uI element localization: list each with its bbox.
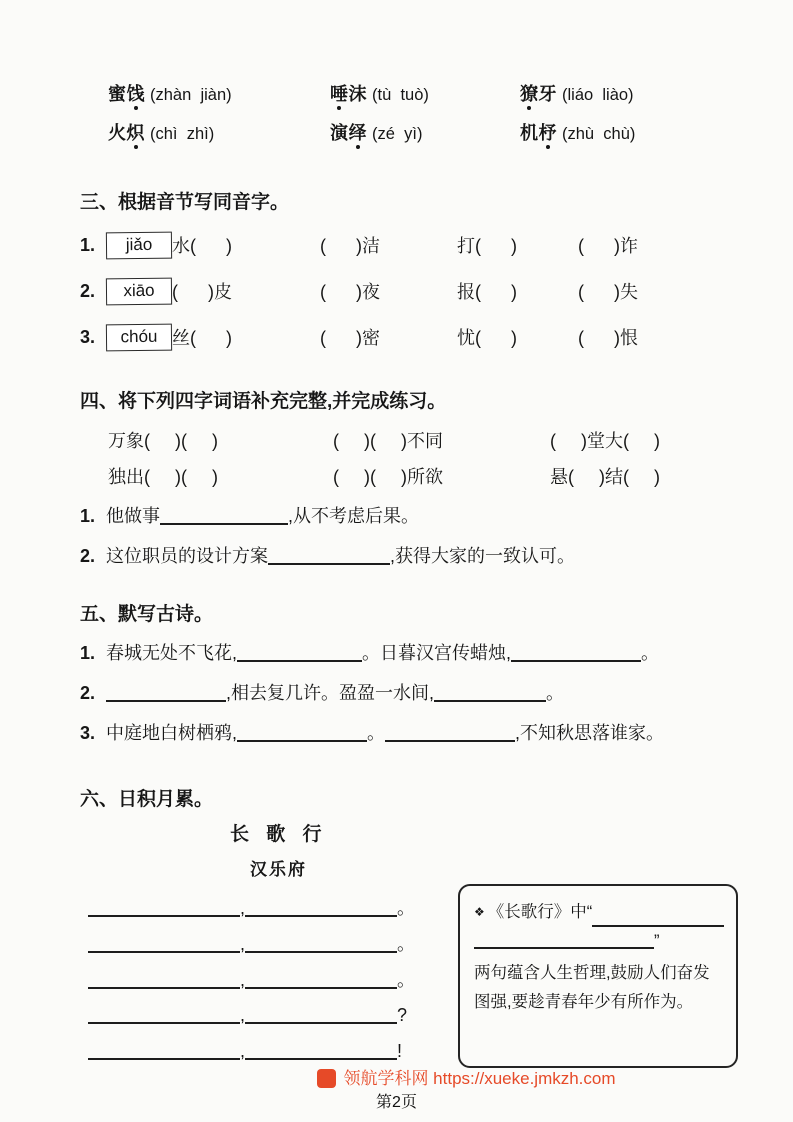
note-line xyxy=(474,927,724,956)
poem-text: 。 xyxy=(546,683,565,703)
item-number: 1. xyxy=(80,643,96,663)
word-text xyxy=(520,123,557,143)
word-text xyxy=(108,123,145,143)
pinyin-options: (liáo liào) xyxy=(562,86,634,104)
word-part: 牙 xyxy=(538,84,557,104)
fill-word: ( )洁 xyxy=(320,236,380,256)
watermark xyxy=(0,1064,793,1089)
pinyin-options: (zhàn jiàn) xyxy=(150,86,232,104)
punctuation: , xyxy=(240,1041,246,1061)
item-number: 3. xyxy=(80,326,96,347)
exercise-sentence xyxy=(80,542,737,569)
sentence-text: ,获得大家的一致认可。 xyxy=(390,546,575,566)
item-number: 2. xyxy=(80,683,96,703)
answer-blank xyxy=(385,722,515,742)
diamond-bullet-icon: ❖ xyxy=(474,905,485,919)
word-text xyxy=(108,84,145,104)
dotted-character: 饯 xyxy=(127,80,146,106)
word-with-pinyin xyxy=(330,119,520,145)
answer-blank xyxy=(88,1002,240,1024)
answer-blank xyxy=(106,682,226,702)
punctuation: 。 xyxy=(397,934,416,954)
answer-blank xyxy=(237,642,362,662)
watermark-text: 领航学科网 https://xueke.jmkzh.com xyxy=(343,1069,616,1088)
item-number: 2. xyxy=(80,546,96,566)
syllable-box: xiāo xyxy=(106,277,172,305)
word-part: 蜜 xyxy=(108,84,127,104)
punctuation: 。 xyxy=(397,970,416,990)
punctuation: , xyxy=(240,970,246,990)
word-with-pinyin xyxy=(520,80,634,106)
note-text: ” xyxy=(654,932,660,951)
poem-recitation-line xyxy=(80,719,737,746)
poem-text: ,相去复几许。盈盈一水间, xyxy=(226,683,435,703)
answer-blank xyxy=(160,505,288,525)
note-box xyxy=(458,884,738,1068)
item-number: 1. xyxy=(80,234,96,255)
site-logo-icon xyxy=(317,1069,336,1088)
pinyin-options: (chì zhì) xyxy=(150,125,215,143)
section4-heading: 四、将下列四字词语补充完整,并完成练习。 xyxy=(80,391,447,412)
note-text: 两句蕴含人生哲理,鼓励人们奋发图强,要趁青春年少有所作为。 xyxy=(474,963,710,1012)
fill-word: ( )失 xyxy=(578,282,638,302)
answer-blank xyxy=(434,682,546,702)
section5-heading: 五、默写古诗。 xyxy=(80,604,214,625)
section6-heading: 六、日积月累。 xyxy=(80,789,214,810)
item-number: 1. xyxy=(80,506,96,526)
poem-text: 春城无处不飞花, xyxy=(106,643,238,663)
pronunciation-row xyxy=(108,80,737,106)
pinyin-options: (zhù chù) xyxy=(562,125,636,143)
idiom-blank: 悬( )结( ) xyxy=(550,467,660,487)
dotted-character: 唾 xyxy=(330,80,349,106)
homophone-row xyxy=(80,276,737,306)
fill-word: 忧( ) xyxy=(457,328,517,348)
answer-blank xyxy=(237,722,367,742)
fill-word: ( )恨 xyxy=(578,328,638,348)
answer-blank xyxy=(88,895,240,917)
exercise-sentence xyxy=(80,502,737,529)
word-with-pinyin xyxy=(108,119,330,145)
answer-blank xyxy=(245,967,397,989)
poem-text: 。日暮汉宫传蜡烛, xyxy=(362,643,512,663)
sentence-text: ,从不考虑后果。 xyxy=(288,506,420,526)
idiom-blank: ( )堂大( ) xyxy=(550,431,660,451)
answer-blank xyxy=(245,1038,397,1060)
word-with-pinyin xyxy=(520,119,635,145)
answer-blank xyxy=(592,905,724,927)
idiom-row xyxy=(80,427,737,453)
pronunciation-exercise xyxy=(80,80,737,145)
fill-word: 丝( ) xyxy=(172,328,232,348)
fill-word: 打( ) xyxy=(457,236,517,256)
sentence-text: 这位职员的设计方案 xyxy=(106,546,268,566)
word-with-pinyin xyxy=(108,80,330,106)
punctuation: , xyxy=(240,1005,246,1025)
dotted-character: 炽 xyxy=(127,119,146,145)
answer-blank xyxy=(511,642,641,662)
punctuation: ? xyxy=(397,1005,408,1025)
poem-recitation-line xyxy=(80,679,737,706)
poem-text: ,不知秋思落谁家。 xyxy=(515,723,665,743)
poem-text: 。 xyxy=(367,723,386,743)
punctuation: ! xyxy=(397,1041,403,1061)
fill-word: ( )诈 xyxy=(578,236,638,256)
answer-blank xyxy=(245,1002,397,1024)
dotted-character: 绎 xyxy=(349,119,368,145)
sentence-text: 他做事 xyxy=(106,506,160,526)
punctuation: 。 xyxy=(397,898,416,918)
idiom-blank: ( )( )所欲 xyxy=(333,467,443,487)
answer-blank xyxy=(268,545,390,565)
homophone-row xyxy=(80,230,737,260)
homophone-row xyxy=(80,322,737,352)
note-text: 《长歌行》中“ xyxy=(487,903,593,921)
word-text xyxy=(520,84,557,104)
item-number: 3. xyxy=(80,723,96,743)
pinyin-options: (tù tuò) xyxy=(372,86,429,104)
poem-author: 汉乐府 xyxy=(250,860,307,879)
fill-word: ( )夜 xyxy=(320,282,380,302)
punctuation: , xyxy=(240,898,246,918)
idiom-row xyxy=(80,463,737,489)
fill-word: ( )皮 xyxy=(172,282,232,302)
answer-blank xyxy=(88,931,240,953)
punctuation: , xyxy=(240,934,246,954)
fill-word: 报( ) xyxy=(457,282,517,302)
poem-title: 长 歌 行 xyxy=(230,824,328,845)
pinyin-options: (zé yì) xyxy=(372,125,423,143)
answer-blank xyxy=(245,931,397,953)
poem-text: 。 xyxy=(641,643,660,663)
syllable-box: chóu xyxy=(106,323,172,351)
poem-text: 中庭地白树栖鸦, xyxy=(106,723,238,743)
answer-blank xyxy=(245,895,397,917)
dotted-character: 杼 xyxy=(539,119,558,145)
answer-blank xyxy=(88,967,240,989)
word-with-pinyin xyxy=(330,80,520,106)
word-part: 火 xyxy=(108,123,127,143)
word-part: 演 xyxy=(330,123,349,143)
pronunciation-row xyxy=(108,119,737,145)
answer-blank xyxy=(474,927,654,949)
poem-recitation-line xyxy=(80,639,737,666)
idiom-blank: ( )( )不同 xyxy=(333,431,443,451)
dotted-character: 獠 xyxy=(520,80,539,106)
page-number: 第2页 xyxy=(376,1094,417,1111)
item-number: 2. xyxy=(80,280,96,301)
word-part: 机 xyxy=(520,123,539,143)
note-line xyxy=(474,898,724,927)
idiom-blank: 万象( )( ) xyxy=(108,431,218,451)
word-text xyxy=(330,123,367,143)
syllable-box: jiǎo xyxy=(106,231,172,259)
idiom-blank: 独出( )( ) xyxy=(108,467,218,487)
section3-heading: 三、根据音节写同音字。 xyxy=(80,192,290,213)
word-text xyxy=(330,84,367,104)
word-part: 沫 xyxy=(348,84,367,104)
fill-word: 水( ) xyxy=(172,236,232,256)
fill-word: ( )密 xyxy=(320,328,380,348)
answer-blank xyxy=(88,1038,240,1060)
